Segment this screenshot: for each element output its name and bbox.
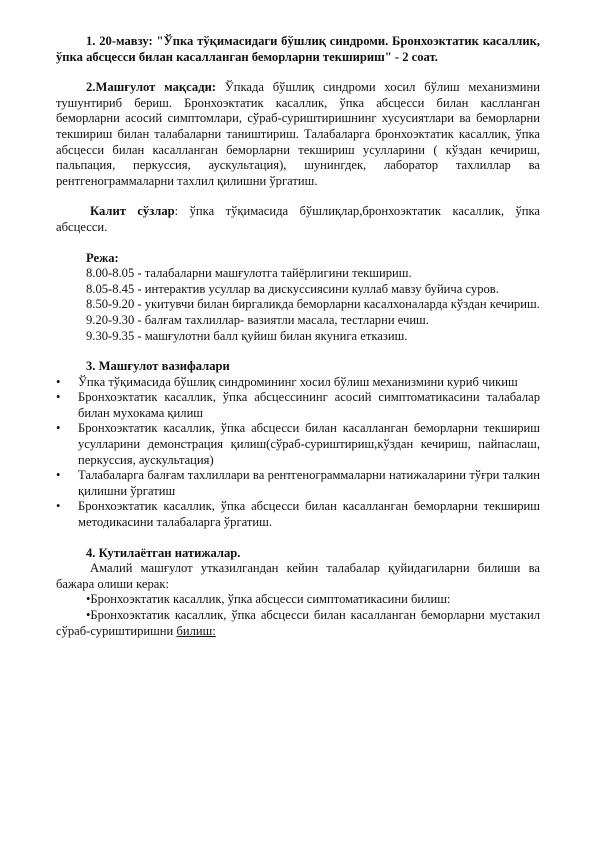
results-heading: 4. Кутилаётган натижалар. [86,545,241,560]
result-text: Бронхоэктатик касаллик, ўпка абсцесси билан касалланган беморларни мустакил сўраб-суриштиришни [56,608,540,638]
document-page [56,34,540,639]
plan-heading: Режа: [86,250,119,265]
result-text: Бронхоэктатик касаллик, ўпка абсцесси симптоматикасини билиш: [90,592,451,607]
task-text: Ўпка тўқимасида бўшлиқ синдромининг хосил бўлиш механизмини куриб чикиш [78,374,518,389]
task-text: Талабаларга балғам тахлиллари ва рентгенограммаларни натижаларини тўғри талкин қилишни ўргатиш [78,468,540,498]
topic-title: 1. 20-мавзу: "Ўпка тўқимасидаги бўшлиқ синдроми. Бронхоэктатик касаллик, ўпка абсцесси билан касалланган беморларни текшириш" - 2 соат. [56,34,540,64]
results-intro: Амалий машғулот утказилгандан кейин талабалар қуйидагиларни билиши ва бажара олиши керак: [56,561,540,591]
bullet-icon: • [56,499,61,514]
goal-text: Ўпкада бўшлиқ синдроми хосил бўлиш механизмини тушунтириб бериш. Бронхоэктатик касаллик, ўпка абсцесси билан каслланган беморларни асосий симптомлари, сўраб-суриштиришнинг хусусиятлари ва беморларни текшириш билан талабаларни таништириш. Талабаларга бронхоэктатик касаллик, ўпка абсцесси билан касалланган беморларни текшириш усулларини ( кўздан кечириш, пальпация, перкуссия, аускультация), шунингдек, лаборатор тахлиллар ва рентгенограммаларни тахлил қилишни ўргатиш. [56,80,540,188]
plan-item: 9.30-9.35 - машғулотни балл қуйиш билан якунига етказиш. [86,328,408,343]
bullet-icon: • [56,390,61,405]
plan-list [56,266,540,344]
result-underlined-word: билиш: [176,623,216,638]
bullet-icon: • [86,592,91,607]
tasks-list [56,375,540,531]
task-item [56,421,540,468]
tasks-heading: 3. Машғулот вазифалари [86,359,230,374]
task-text: Бронхоэктатик касаллик, ўпка абсцессининг асосий симптоматикасини талабалар билан мухокама қилиш [78,390,540,420]
result-item [56,608,540,639]
plan-item: 8.00-8.05 - талабаларни машғулотга тайёрлигини текшириш. [86,266,412,281]
keywords-text: : ўпка тўқимасида бўшлиқлар,бронхоэктатик касаллик, ўпка абсцесси. [56,204,541,234]
goal-paragraph [56,80,540,189]
keywords-paragraph [56,204,540,235]
task-item [56,375,540,391]
result-item [56,592,540,608]
task-text: Бронхоэктатик касаллик, ўпка абсцесси билан касалланган беморларни текшириш методикасини талабаларга ўргатиш. [78,499,540,530]
task-item [56,499,540,530]
goal-label: 2.Машғулот мақсади: [86,80,217,95]
task-item [56,390,540,421]
plan-item: 8.50-9.20 - укитувчи билан биргаликда беморларни касалхоналарда кўздан кечириш. [86,297,540,312]
bullet-icon: • [56,468,61,483]
plan-item: 9.20-9.30 - балғам тахлиллар- вазиятли масала, тестларни ечиш. [86,312,429,327]
bullet-icon: • [56,421,61,436]
plan-item: 8.05-8.45 - интерактив усуллар ва дискуссиясини куллаб мавзу буйича суров. [86,281,499,296]
bullet-icon: • [56,374,61,389]
keywords-label: Калит сўзлар [90,204,175,219]
task-text: Бронхоэктатик касаллик, ўпка абсцесси билан касалланган беморларни текшириш усулларини демонстрация қилиш(сўраб-суриштириш,кўздан кечириш, пайпаслаш, перкуссия, аускультация) [78,421,540,467]
task-item [56,468,540,499]
bullet-icon: • [86,608,91,622]
